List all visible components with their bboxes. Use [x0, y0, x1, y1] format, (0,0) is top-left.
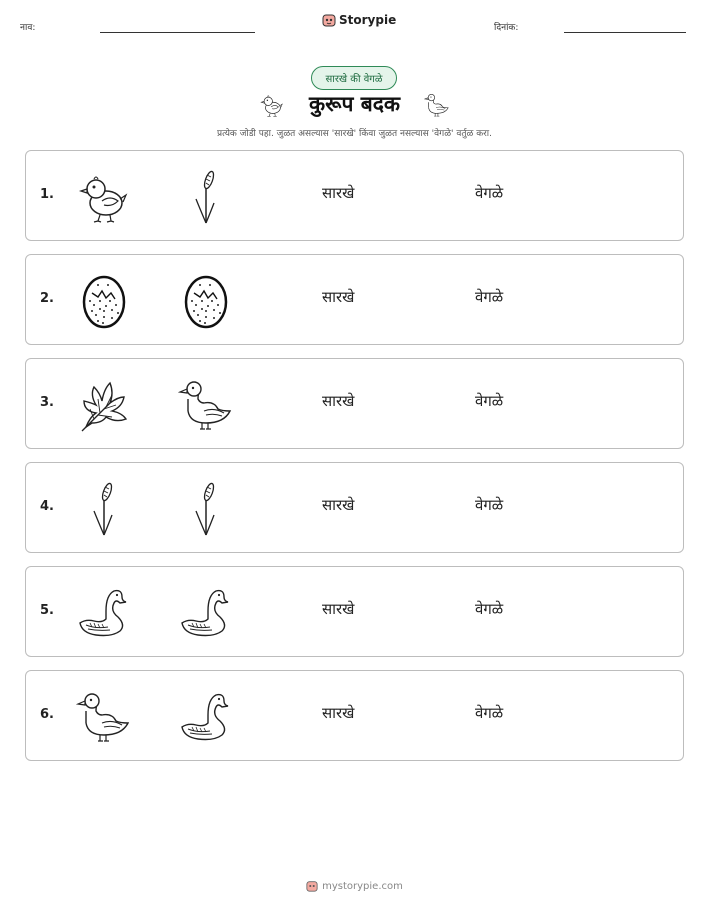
exercise-row: [25, 462, 684, 553]
row-number: 4.: [40, 499, 54, 514]
duck-icon: [76, 689, 132, 745]
duck-icon: [422, 92, 452, 118]
option-different[interactable]: वेगळे: [475, 392, 504, 410]
option-different[interactable]: वेगळे: [475, 288, 504, 306]
exercise-row: [25, 358, 684, 449]
option-different[interactable]: वेगळे: [475, 184, 504, 202]
option-same[interactable]: सारखे: [322, 600, 355, 618]
page-title: कुरूप बदक: [309, 92, 400, 116]
egg-icon: [178, 273, 234, 329]
row-number: 3.: [40, 395, 54, 410]
footer-url[interactable]: mystorypie.com: [322, 880, 403, 892]
storypie-mascot-icon: [322, 13, 336, 27]
duck-icon: [178, 377, 234, 433]
name-label: नाव:: [20, 23, 36, 33]
reed-icon: [76, 481, 132, 537]
reed-icon: [178, 169, 234, 225]
row-number: 2.: [40, 291, 54, 306]
option-different[interactable]: वेगळे: [475, 600, 504, 618]
exercise-row: [25, 566, 684, 657]
duckling-icon: [76, 169, 132, 225]
instructions: प्रत्येक जोडी पहा. जुळत असल्यास 'सारखे' किंवा जुळत नसल्यास 'वेगळे' वर्तुळ करा.: [216, 129, 492, 139]
date-line[interactable]: [564, 32, 686, 33]
footer: [0, 880, 709, 892]
swan-icon: [178, 689, 234, 745]
row-number: 5.: [40, 603, 54, 618]
reed-icon: [178, 481, 234, 537]
exercise-row: [25, 150, 684, 241]
option-same[interactable]: सारखे: [322, 184, 355, 202]
category-badge: सारखे की वेगळे: [311, 66, 397, 90]
option-different[interactable]: वेगळे: [475, 704, 504, 722]
brand-name: Storypie: [339, 13, 397, 27]
storypie-mascot-icon: [306, 880, 318, 892]
title-row: [0, 90, 709, 120]
exercise-row: [25, 670, 684, 761]
leaf-icon: [76, 377, 132, 433]
option-same[interactable]: सारखे: [322, 392, 355, 410]
swan-icon: [76, 585, 132, 641]
option-same[interactable]: सारखे: [322, 496, 355, 514]
option-different[interactable]: वेगळे: [475, 496, 504, 514]
egg-icon: [76, 273, 132, 329]
row-number: 6.: [40, 707, 54, 722]
brand-logo: [322, 13, 396, 27]
date-label: दिनांक:: [494, 23, 519, 33]
name-line[interactable]: [100, 32, 255, 33]
option-same[interactable]: सारखे: [322, 288, 355, 306]
swan-icon: [178, 585, 234, 641]
row-number: 1.: [40, 187, 54, 202]
exercise-row: [25, 254, 684, 345]
option-same[interactable]: सारखे: [322, 704, 355, 722]
worksheet-header: [0, 0, 709, 50]
